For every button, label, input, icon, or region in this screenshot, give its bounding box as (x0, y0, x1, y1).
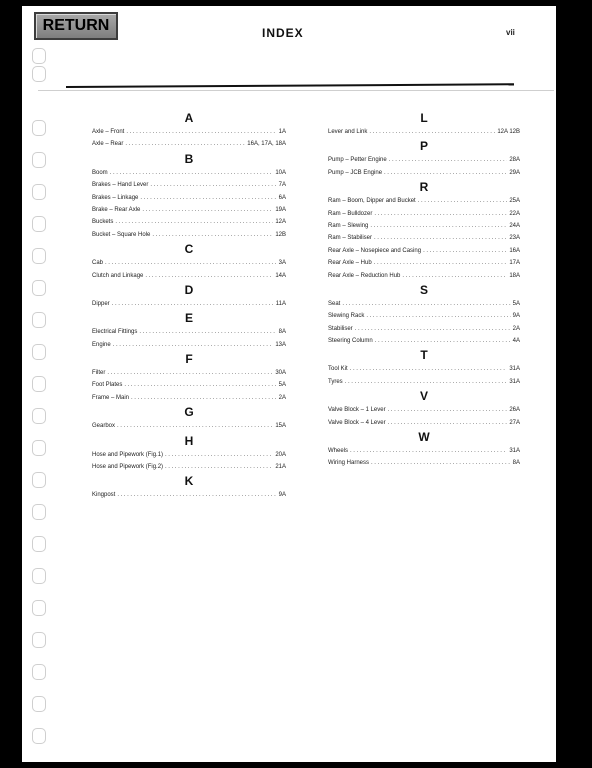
entry-page-ref: 8A (278, 329, 286, 336)
section-letter: H (184, 433, 194, 448)
entry-label: Wheels (328, 448, 349, 455)
entry-label: Cab (92, 260, 104, 267)
entry-page-ref: 16A (509, 247, 520, 254)
index-entry[interactable] (92, 257, 286, 269)
leader-dots (150, 179, 276, 191)
entry-label: Rear Axle – Hub (328, 260, 372, 267)
binder-hole-mark (32, 408, 46, 424)
section-letter: C (184, 242, 194, 257)
section-letter: T (420, 348, 428, 363)
entry-page-ref: 20A (275, 451, 286, 458)
index-section-f (92, 351, 286, 404)
index-entry[interactable] (328, 270, 520, 282)
entry-label: Seat (328, 300, 341, 307)
index-entry[interactable] (92, 449, 286, 461)
entry-page-ref: 2A (512, 325, 520, 332)
binder-hole-mark (32, 664, 46, 680)
index-section-a (92, 110, 286, 151)
binder-hole-mark (32, 120, 46, 136)
leader-dots (124, 379, 276, 391)
leader-dots (374, 257, 508, 269)
entry-page-ref: 29A (509, 169, 520, 176)
index-entry[interactable] (92, 204, 286, 216)
entry-page-ref: 25A (509, 198, 520, 205)
leader-dots (345, 376, 508, 388)
entry-page-ref: 1A (278, 129, 286, 135)
entry-page-ref: 6A (278, 194, 286, 201)
binder-hole-mark (32, 280, 46, 296)
entry-label: Buckets (92, 219, 114, 226)
index-section-c (92, 241, 286, 282)
binder-hole-mark (32, 472, 46, 488)
entry-page-ref: 5A (512, 300, 520, 307)
leader-dots (370, 220, 507, 232)
entry-page-ref: 26A (509, 407, 520, 414)
binder-hole-mark (32, 536, 46, 552)
leader-dots (423, 245, 507, 257)
entry-page-ref: 19A (275, 206, 286, 213)
entry-label: Electrical Fittings (92, 329, 138, 336)
leader-dots (350, 363, 508, 375)
leader-dots (107, 367, 273, 379)
index-entry[interactable] (328, 457, 520, 469)
entry-page-ref: 2A (278, 394, 286, 401)
entry-page-ref: 14A (275, 272, 286, 279)
index-entry[interactable] (328, 335, 520, 347)
entry-label: Axle – Rear (92, 141, 124, 148)
entry-page-ref: 4A (512, 338, 520, 345)
entry-page-ref: 7A (278, 182, 286, 189)
index-section-e (92, 310, 286, 351)
index-entry[interactable] (328, 195, 520, 207)
entry-label: Bucket – Square Hole (92, 231, 151, 238)
index-section-w (328, 429, 520, 470)
binder-hole-mark (32, 312, 46, 328)
entry-label: Ram – Stabiliser (328, 235, 373, 242)
index-entry[interactable] (328, 404, 520, 416)
leader-dots (350, 445, 507, 457)
index-section-h (92, 433, 286, 474)
entry-label: Boom (92, 169, 108, 176)
index-entry[interactable] (328, 167, 520, 179)
entry-label: Brakes – Linkage (92, 194, 139, 201)
binder-hole-mark (32, 152, 46, 168)
index-entry[interactable] (92, 489, 286, 501)
leader-dots (131, 392, 277, 404)
section-letter: K (184, 474, 194, 489)
leader-dots (125, 138, 245, 150)
entry-label: Rear Axle – Reduction Hub (328, 272, 401, 279)
binder-hole-mark (32, 216, 46, 232)
section-letter: P (419, 139, 428, 154)
binder-hole-mark (32, 728, 46, 744)
binder-hole-mark (32, 696, 46, 712)
index-entry[interactable] (328, 310, 520, 322)
entry-label: Kingpost (92, 492, 116, 499)
binder-hole-mark (32, 66, 46, 82)
entry-page-ref: 30A (275, 370, 286, 377)
leader-dots (105, 257, 277, 269)
index-entry[interactable] (92, 167, 286, 179)
entry-page-ref: 17A (509, 260, 520, 267)
index-column-left (92, 110, 286, 502)
entry-label: Ram – Boom, Dipper and Bucket (328, 198, 416, 205)
index-entry[interactable] (92, 138, 286, 150)
index-entry[interactable] (328, 154, 520, 166)
entry-label: Steering Column (328, 338, 373, 345)
binder-hole-mark (32, 440, 46, 456)
leader-dots (374, 232, 507, 244)
entry-page-ref: 11A (275, 300, 286, 307)
index-entry[interactable] (328, 245, 520, 257)
index-entry[interactable] (92, 270, 286, 282)
entry-page-ref: 31A (509, 366, 520, 373)
leader-dots (389, 154, 508, 166)
entry-label: Brake – Rear Axle (92, 206, 141, 213)
entry-label: Lever and Link (328, 129, 368, 135)
leader-dots (152, 229, 273, 241)
entry-label: Valve Block – 4 Lever (328, 419, 386, 426)
index-entry[interactable] (92, 216, 286, 228)
index-section-r (328, 179, 520, 282)
entry-label: Tool Kit (328, 366, 348, 373)
entry-label: Gearbox (92, 423, 116, 430)
entry-page-ref: 22A (509, 210, 520, 217)
leader-dots (355, 323, 511, 335)
binder-hole-mark (32, 248, 46, 264)
leader-dots (388, 404, 508, 416)
leader-dots (126, 126, 276, 138)
leader-dots (115, 216, 273, 228)
index-entry[interactable] (92, 298, 286, 310)
entry-label: Dipper (92, 300, 110, 307)
index-section-p (328, 138, 520, 179)
index-entry[interactable] (92, 192, 286, 204)
entry-page-ref: 9A (278, 492, 286, 499)
header-rule (66, 83, 514, 87)
index-section-t (328, 347, 520, 388)
entry-page-ref: 12A 12B (497, 129, 520, 135)
leader-dots (165, 449, 273, 461)
index-entry[interactable] (92, 229, 286, 241)
leader-dots (366, 310, 510, 322)
section-letter: S (419, 282, 428, 297)
binder-hole-mark (32, 48, 46, 64)
index-entry[interactable] (328, 323, 520, 335)
index-entry[interactable] (328, 363, 520, 375)
entry-label: Ram – Slewing (328, 222, 369, 229)
return-button[interactable]: RETURN (34, 12, 118, 40)
entry-page-ref: 8A (512, 460, 520, 467)
section-letter: E (184, 311, 193, 326)
section-letter: R (419, 180, 429, 195)
section-letter: G (184, 405, 194, 420)
index-entry[interactable] (328, 208, 520, 220)
index-entry[interactable] (328, 232, 520, 244)
index-section-g (92, 404, 286, 432)
index-entry[interactable] (92, 420, 286, 432)
index-section-b (92, 151, 286, 241)
entry-page-ref: 12A (275, 219, 286, 226)
entry-label: Stabiliser (328, 325, 353, 332)
document-page (22, 6, 556, 762)
header-rule-shadow (38, 90, 554, 91)
index-section-k (92, 473, 286, 501)
index-entry[interactable] (92, 179, 286, 191)
entry-label: Clutch and Linkage (92, 272, 144, 279)
leader-dots (139, 326, 276, 338)
binder-hole-mark (32, 376, 46, 392)
binder-hole-mark (32, 504, 46, 520)
entry-page-ref: 12B (275, 231, 286, 238)
entry-page-ref: 13A (275, 341, 286, 348)
entry-label: Foot Plates (92, 382, 123, 389)
entry-page-ref: 31A (509, 378, 520, 385)
entry-label: Filter (92, 370, 106, 377)
leader-dots (371, 457, 511, 469)
leader-dots (384, 167, 507, 179)
entry-label: Axle – Front (92, 129, 125, 135)
entry-page-ref: 9A (512, 313, 520, 320)
leader-dots (117, 420, 273, 432)
section-letter: F (185, 352, 193, 367)
leader-dots (140, 192, 276, 204)
entry-page-ref: 3A (278, 260, 286, 267)
entry-label: Pump – Petter Engine (328, 157, 387, 164)
entry-page-ref: 31A (509, 448, 520, 455)
section-letter: W (418, 430, 430, 445)
entry-page-ref: 10A (275, 169, 286, 176)
entry-label: Wiring Harness (328, 460, 370, 467)
binder-hole-mark (32, 184, 46, 200)
leader-dots (113, 339, 274, 351)
entry-page-ref: 28A (509, 157, 520, 164)
index-entry[interactable] (92, 392, 286, 404)
leader-dots (165, 461, 273, 473)
entry-label: Ram – Bulldozer (328, 210, 373, 217)
index-entry[interactable] (328, 376, 520, 388)
leader-dots (145, 270, 273, 282)
entry-page-ref: 21A (275, 464, 286, 471)
leader-dots (142, 204, 273, 216)
leader-dots (342, 298, 510, 310)
index-entry[interactable] (328, 220, 520, 232)
index-section-v (328, 388, 520, 429)
leader-dots (418, 195, 508, 207)
index-section-s (328, 282, 520, 348)
entry-page-ref: 5A (278, 382, 286, 389)
index-entry[interactable] (328, 445, 520, 457)
entry-page-ref: 18A (509, 272, 520, 279)
index-entry[interactable] (328, 417, 520, 429)
entry-page-ref: 23A (509, 235, 520, 242)
page-title: INDEX (262, 26, 304, 40)
index-entry[interactable] (328, 126, 520, 138)
index-entry[interactable] (92, 461, 286, 473)
index-section-l (328, 110, 520, 138)
index-entry[interactable] (92, 126, 286, 138)
leader-dots (112, 298, 274, 310)
binder-hole-mark (32, 344, 46, 360)
binder-hole-mark (32, 568, 46, 584)
entry-page-ref: 27A (509, 419, 520, 426)
entry-label: Valve Block – 1 Lever (328, 407, 386, 414)
entry-label: Rear Axle – Nosepiece and Casing (328, 247, 422, 254)
index-entry[interactable] (92, 339, 286, 351)
index-entry[interactable] (92, 379, 286, 391)
entry-page-ref: 15A (275, 423, 286, 430)
leader-dots (375, 335, 511, 347)
section-letter: L (420, 111, 428, 125)
binder-holes (32, 48, 54, 758)
entry-label: Pump – JCB Engine (328, 169, 383, 176)
leader-dots (402, 270, 507, 282)
binder-hole-mark (32, 632, 46, 648)
entry-label: Tyres (328, 378, 343, 385)
section-letter: A (184, 111, 194, 125)
index-column-right (328, 110, 520, 470)
leader-dots (374, 208, 507, 220)
entry-page-ref: 24A (509, 222, 520, 229)
index-entry[interactable] (92, 326, 286, 338)
leader-dots (388, 417, 508, 429)
leader-dots (117, 489, 276, 501)
entry-label: Slewing Rack (328, 313, 365, 320)
section-letter: V (419, 389, 428, 404)
entry-label: Hose and Pipework (Fig.2) (92, 464, 164, 471)
entry-label: Frame – Main (92, 394, 130, 401)
leader-dots (369, 126, 495, 138)
entry-label: Hose and Pipework (Fig.1) (92, 451, 164, 458)
section-letter: D (184, 282, 194, 297)
index-entry[interactable] (328, 298, 520, 310)
index-section-d (92, 282, 286, 310)
entry-label: Engine (92, 341, 111, 348)
index-entry[interactable] (92, 367, 286, 379)
binder-hole-mark (32, 600, 46, 616)
entry-label: Brakes – Hand Lever (92, 182, 149, 189)
section-letter: B (184, 151, 194, 166)
leader-dots (110, 167, 274, 179)
entry-page-ref: 16A, 17A, 18A (247, 141, 286, 148)
page-number: vii (506, 28, 515, 37)
index-entry[interactable] (328, 257, 520, 269)
